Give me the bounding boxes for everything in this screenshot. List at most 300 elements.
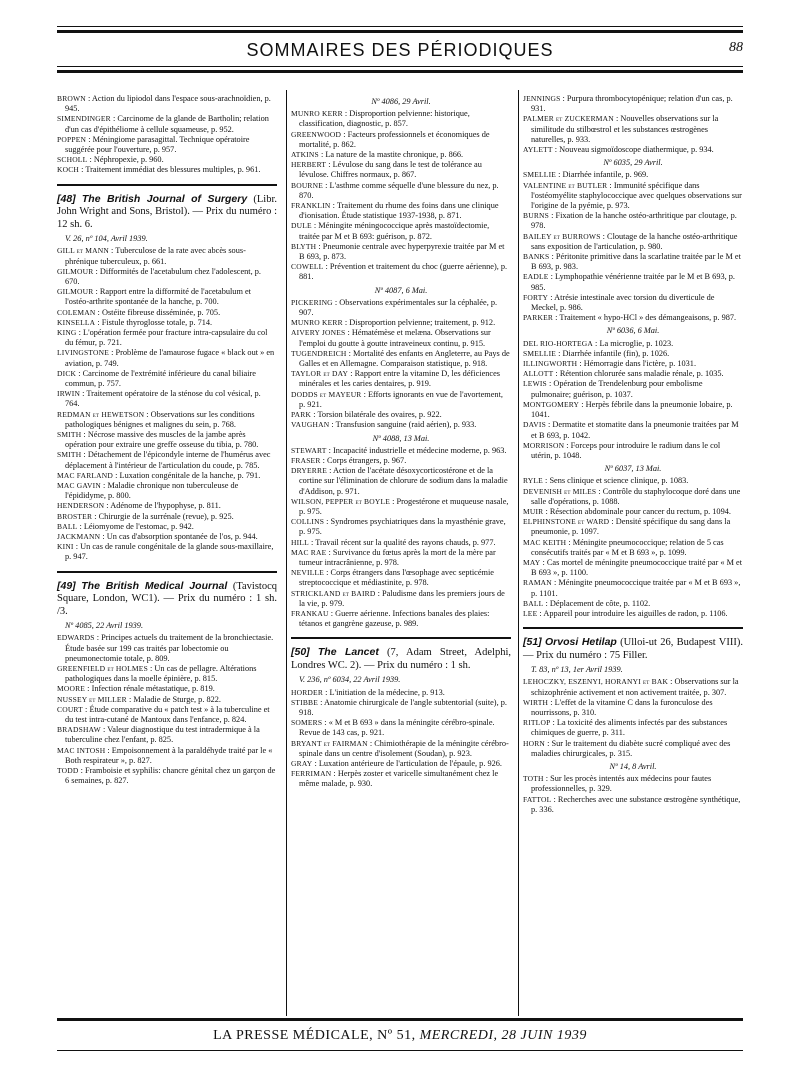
issue-heading: Nº 4086, 29 Avril.	[371, 97, 431, 106]
article-entry: POPPEN : Méningiome parasagittal. Technique opératoire suggérée pour l'ouverture, p. 957.	[57, 134, 250, 155]
article-author: ELPHINSTONE et WARD	[523, 517, 610, 527]
article-title: Déplacement de côte, p. 1102.	[549, 598, 651, 608]
article-author: SMELLIE	[523, 170, 557, 180]
article-author: LEE	[523, 608, 538, 618]
article-title: La microglie, p. 1023.	[599, 338, 674, 348]
article-title: Dermatite et stomatite dans la pneumonie traitées par M et B 693, p. 1042.	[531, 420, 739, 440]
article-author: KOCH	[57, 165, 80, 175]
article-title: Maladie chronique non tuberculeuse de l'épididyme, p. 800.	[65, 481, 239, 501]
journal-name: The Lancet	[317, 646, 379, 659]
article-title: Herpès zoster et varicelle simultanément chez le même malade, p. 930.	[299, 769, 499, 789]
article-title: Action de l'acétate désoxycorticostérone et de la cortine sur l'élimination de chlorure de sodium dans la maladie d'Addison, p. 971.	[299, 466, 508, 496]
article-title: Travail récent sur la qualité des rayons chauds, p. 977.	[315, 537, 496, 547]
article-author: NUSSEY et MILLER	[57, 694, 127, 704]
article-author: BLYTH	[291, 241, 317, 251]
article-title: Opération de Trendelenburg pour embolisme pulmonaire; guérison, p. 1037.	[531, 379, 703, 399]
article-entry: JACKMANN : Un cas d'absorption spontanée de l'os, p. 944.	[57, 532, 258, 542]
article-entry: ELPHINSTONE et WARD : Densité spécifique du sang dans la pneumonie, p. 1097.	[523, 517, 731, 537]
article-entry: GILMOUR : Rapport entre la difformité de l'acetabulum et l'ostéo-arthrite spontanée de la hanche, p. 700.	[57, 287, 251, 307]
article-author: TAYLOR et DAY	[291, 369, 349, 379]
article-entry: SMELLIE : Diarrhée infantile, p. 969.	[523, 170, 649, 180]
article-title: Lévulose du sang dans le test de tolérance au lévulose. Chiffres normaux, p. 867.	[299, 160, 482, 180]
article-author: HILL	[291, 537, 309, 547]
article-title: Néphropexie, p. 960.	[93, 155, 164, 165]
journal-number: [50]	[291, 646, 310, 659]
footer-rule-thick	[57, 1018, 743, 1021]
footer-date: MERCREDI, 28 JUIN 1939	[419, 1028, 587, 1043]
article-entry: FRASER : Corps étrangers, p. 967.	[291, 455, 407, 465]
article-title: Observations sur la schizophrénie activement et non activement traitée, p. 307.	[531, 677, 739, 697]
article-author: PARKER	[523, 313, 554, 323]
article-author: WILSON, PEPPER et BOYLE	[291, 496, 391, 506]
article-author: EADLE	[523, 272, 549, 282]
article-title: Nécrose massive des muscles de la jambe après opération pour extraire une greffe osseuse du tibia, p. 780.	[65, 429, 259, 450]
article-author: COWELL	[291, 262, 324, 272]
article-entry: MUNRO KERR : Disproportion pelvienne: historique, classification, diagnostic, p. 857.	[291, 109, 470, 129]
article-author: ALLOTT	[523, 369, 554, 379]
article-title: Un cas de ranule congénitale de la glande sous-maxillaire, p. 947.	[65, 542, 274, 562]
article-title: Paludisme dans les premiers jours de la vie, p. 979.	[299, 588, 505, 608]
article-title: « M et B 693 » dans la méningite cérébro-spinale. Revue de 143 cas, p. 921.	[299, 718, 495, 738]
article-title: Fistule thyroglosse totale, p. 714.	[101, 317, 213, 327]
article-title: Nouveau sigmoïdoscope diathermique, p. 934.	[559, 145, 714, 155]
article-entry: LEHOCZKY, ESZENYI, HORANYI et BAK : Observations sur la schizophrénie activement et non activement traitée, p. 307.	[523, 677, 739, 697]
article-title: Recherches avec une substance œstrogène synthétique, p. 336.	[531, 794, 741, 814]
article-entry: BALL : Déplacement de côte, p. 1102.	[523, 598, 651, 608]
article-title: Léiomyome de l'estomac, p. 942.	[83, 521, 194, 531]
issue-heading: Nº 4088, 13 Mai.	[372, 433, 430, 443]
article-entry: JENNINGS : Purpura thrombocytopénique; relation d'un cas, p. 931.	[523, 94, 733, 114]
issue-heading: Nº 6036, 6 Mai.	[606, 326, 660, 336]
article-title: Torsion bilatérale des ovaires, p. 922.	[317, 410, 442, 420]
article-title: Progestérone et muqueuse nasale, p. 975.	[299, 496, 509, 516]
article-author: BROSTER	[57, 511, 93, 521]
article-entry: LEE : Appareil pour introduire les aiguilles de radon, p. 1106.	[523, 608, 728, 618]
article-title: Pneumonie centrale avec hyperpyrexie traitée par M et B 693, p. 873.	[299, 241, 505, 262]
article-author: REDMAN et HEWETSON	[57, 409, 145, 419]
journal-heading	[523, 636, 743, 662]
article-author: DEL RIO-HORTEGA	[523, 338, 593, 348]
article-author: SIMENDINGER	[57, 114, 111, 124]
volume-heading: V. 236, nº 6034, 22 Avril 1939.	[299, 675, 401, 685]
article-entry: NEVILLE : Corps étrangers dans l'œsophage avec septicémie streptococcique et médiastinite, p. 978.	[291, 568, 494, 588]
article-title: Ostéite fibreuse disséminée, p. 705.	[101, 307, 221, 317]
article-title: Méningite méningococcique après mastoïdectomie, traitée par M et B 693: guérison, p. 872.	[299, 221, 490, 241]
article-author: SMITH	[57, 450, 82, 460]
article-title: Immunité spécifique dans l'ostéomyélite staphylococcique avec quelques observations sur l'origine de la pyémie, p. 973.	[531, 180, 742, 211]
article-title: Anatomie chirurgicale de l'angle subtentorial (suite), p. 918.	[299, 697, 507, 717]
article-title: Carcinome de la glande de Bartholin; relation d'un cas d'épithéliome à cellule squameuse, p. 952.	[65, 114, 269, 134]
article-entry: DEL RIO-HORTEGA : La microglie, p. 1023.	[523, 338, 674, 348]
article-author: BRADSHAW	[57, 725, 101, 735]
article-author: TUGENDREICH	[291, 348, 347, 358]
article-author: KINI	[57, 542, 74, 552]
article-entry: SMITH : Détachement de l'épicondyle interne de l'humérus avec déplacement à l'intérieur de l'articulation du coude, p. 785.	[57, 450, 271, 470]
article-entry: BRADSHAW : Valeur diagnostique du test intradermique à la tuberculine chez l'enfant, p. 825.	[57, 725, 260, 745]
article-entry: HERBERT : Lévulose du sang dans le test de tolérance au lévulose. Chiffres normaux, p. 867.	[291, 160, 482, 180]
page-number: 88	[729, 40, 743, 55]
article-author: MONTGOMERY	[523, 399, 580, 409]
article-entry: AIVERY JONES : Hématémèse et melæna. Observations sur l'emploi du goutte à goutte intraveineux continu, p. 915.	[291, 328, 491, 348]
article-author: COLEMAN	[57, 307, 96, 317]
article-entry: DAVIS : Dermatite et stomatite dans la pneumonie traitées par M et B 693, p. 1042.	[523, 420, 739, 440]
article-entry: RYLE : Sens clinique et science clinique, p. 1083.	[523, 476, 689, 486]
article-title: Traitement opératoire de la sténose du col vésical, p. 764.	[65, 389, 261, 409]
article-author: GILL et MANN	[57, 246, 109, 256]
article-title: Rapport entre la vitamine D, les déficiences minérales et les caries dentaires, p. 919.	[299, 369, 500, 389]
footer-rule-thin	[57, 1050, 743, 1051]
journal-name: The British Journal of Surgery	[81, 192, 248, 205]
article-entry: MAC GAVIN : Maladie chronique non tuberculeuse de l'épididyme, p. 800.	[57, 481, 239, 501]
article-entry: FORTY : Atrésie intestinale avec torsion du diverticule de Meckel, p. 986.	[523, 292, 715, 313]
article-title: Corps étrangers, p. 967.	[327, 455, 407, 465]
article-author: HERBERT	[291, 160, 327, 170]
article-title: Traitement immédiat des blessures multiples, p. 961.	[85, 165, 261, 175]
article-entry: PARKER : Traitement « hypo-HCl » des démangeaisons, p. 987.	[523, 313, 737, 323]
article-entry: PALMER et ZUCKERMAN : Nouvelles observations sur la similitude du stilbœstrol et les substances œstrogènes naturelles, p. 933.	[523, 114, 719, 144]
article-title: Rétention chlorurée sans maladie rénale, p. 1035.	[559, 369, 724, 379]
article-entry: SIMENDINGER : Carcinome de la glande de Bartholin; relation d'un cas d'épithéliome à cellule squameuse, p. 952.	[57, 114, 269, 134]
article-title: L'effet de la vitamine C dans la furonculose des nourrissons, p. 310.	[531, 697, 713, 717]
header-rule-thick	[57, 70, 743, 73]
journal-number: [48]	[57, 192, 76, 205]
article-entry: HENDERSON : Adénome de l'hypophyse, p. 811.	[57, 501, 221, 511]
journal-details: (7, Adam Street, Adelphi, Londres WC. 2). — Prix du numéro : 1 sh.	[291, 647, 512, 671]
article-entry: TUGENDREICH : Mortalité des enfants en Angleterre, au Pays de Galles et en Allemagne. Comparaison statistique, p. 918.	[291, 348, 510, 369]
article-author: MAC RAE	[291, 547, 327, 557]
article-entry: MOORE : Infection rénale métastatique, p. 819.	[57, 684, 215, 694]
article-title: Lymphopathie vénérienne traitée par le M et B 693, p. 985.	[531, 272, 735, 292]
article-title: Efforts ignorants en vue de l'avortement, p. 921.	[299, 389, 503, 409]
header-rule-thin	[57, 66, 743, 67]
column-divider-1	[286, 90, 287, 1016]
article-entry: SMITH : Nécrose massive des muscles de la jambe après opération pour extraire une greffe osseuse du tibia, p. 780.	[57, 429, 259, 450]
volume-heading: T. 83, nº 13, 1er Avril 1939.	[531, 665, 623, 675]
article-entry: KOCH : Traitement immédiat des blessures multiples, p. 961.	[57, 165, 261, 175]
article-author: VALENTINE et BUTLER	[523, 180, 608, 190]
issue-heading: Nº 14, 8 Avril.	[609, 761, 657, 771]
article-author: FRASER	[291, 455, 321, 465]
article-entry: MAC RAE : Survivance du fœtus après la mort de la mère par tumeur intracrânienne, p. 978.	[291, 547, 496, 567]
article-author: MOORE	[57, 684, 86, 694]
article-author: RITLOP	[523, 718, 551, 728]
article-author: BOURNE	[291, 180, 324, 190]
article-author: MAC GAVIN	[57, 481, 101, 490]
article-entry: STEWART : Incapacité industrielle et médecine moderne, p. 963.	[291, 445, 507, 455]
journal-number: [51]	[523, 636, 542, 649]
article-author: BURNS	[523, 211, 550, 221]
column-3	[523, 94, 743, 815]
article-author: DICK	[57, 368, 77, 378]
article-title: Adénome de l'hypophyse, p. 811.	[110, 501, 221, 511]
article-entry: WIRTH : L'effet de la vitamine C dans la furonculose des nourrissons, p. 310.	[523, 697, 713, 717]
article-entry: GREENFIELD et HOLMES : Un cas de pellagre. Altérations pathologiques dans la moelle épinière, p. 815.	[57, 663, 257, 684]
article-author: BAILEY et BURROWS	[523, 231, 601, 241]
article-entry: COLLINS : Syndromes psychiatriques dans la myasthénie grave, p. 975.	[291, 517, 506, 537]
article-title: Chimiothérapie de la méningite cérébro-spinale dans un centre d'isolement (Soudan), p. 923.	[299, 738, 509, 758]
article-title: Traitement « hypo-HCl » des démangeaisons, p. 987.	[559, 313, 737, 323]
article-title: Détachement de l'épicondyle interne de l'humérus avec déplacement à l'intérieur de l'articulation du coude, p. 785.	[65, 450, 271, 470]
article-author: KING	[57, 327, 77, 337]
article-entry: SOMERS : « M et B 693 » dans la méningite cérébro-spinale. Revue de 143 cas, p. 921.	[291, 718, 495, 738]
volume-heading: Nº 4085, 22 Avril 1939.	[65, 621, 144, 631]
article-author: MUNRO KERR	[291, 109, 343, 119]
article-author: LEWIS	[523, 379, 547, 389]
article-author: GRAY	[291, 758, 313, 768]
article-title: Observations sur les conditions pathologiques bénignes et malignes du sein, p. 768.	[65, 409, 255, 429]
article-author: DULE	[291, 221, 312, 231]
article-title: Syndromes psychiatriques dans la myasthénie grave, p. 975.	[299, 517, 506, 537]
article-title: Densité spécifique du sang dans la pneumonie, p. 1097.	[531, 517, 731, 537]
article-title: La toxicité des aliments infectés par des substances chimiques de guerre, p. 311.	[531, 718, 728, 738]
article-author: STRICKLAND et BAIRD	[291, 588, 376, 598]
article-author: FRANKAU	[291, 608, 329, 618]
article-entry: COURT : Étude comparative du « patch test » à la tuberculine et du test intra-cutané de Mantoux dans l'enfance, p. 824.	[57, 704, 270, 724]
article-title: Disproportion pelvienne: historique, classification, diagnostic, p. 857.	[299, 109, 470, 129]
article-author: MAC KEITH	[523, 537, 567, 547]
article-title: Principes actuels du traitement de la bronchiectasie. Étude basée sur 199 cas traités par lobectomie ou pneumonectomie totale, p. 809.	[65, 633, 274, 663]
article-title: Herpès fébrile dans la pneumonie lobaire, p. 1041.	[531, 399, 733, 420]
article-entry: HILL : Travail récent sur la qualité des rayons chauds, p. 977.	[291, 537, 496, 547]
article-entry: DRYERRE : Action de l'acétate désoxycorticostérone et de la cortine sur l'élimination de chlorure de sodium dans la maladie d'Addison, p. 971.	[291, 466, 508, 496]
article-author: PICKERING	[291, 297, 333, 307]
article-title: Fixation de la hanche ostéo-arthritique par cloutage, p. 978.	[531, 211, 737, 231]
article-author: SOMERS	[291, 718, 323, 728]
article-title: Transfusion sanguine (raid aérien), p. 933.	[335, 420, 477, 430]
article-author: ILLINGWORTH	[523, 359, 578, 369]
article-title: Appareil pour introduire les aiguilles de radon, p. 1106.	[543, 608, 728, 618]
article-author: JACKMANN	[57, 532, 101, 542]
article-entry: KINSELLA : Fistule thyroglosse totale, p. 714.	[57, 317, 213, 327]
article-title: Empoisonnement à la paraldéhyde traité par le « Both respirateur », p. 827.	[65, 745, 273, 765]
article-author: FATTOL	[523, 794, 552, 804]
article-entry: TOTH : Sur les procès intentés aux médecins pour fautes professionnelles, p. 329.	[523, 774, 712, 794]
article-title: Valeur diagnostique du test intradermique à la tuberculine chez l'enfant, p. 825.	[65, 725, 260, 745]
article-author: JENNINGS	[523, 94, 561, 103]
article-title: Un cas de pellagre. Altérations pathologiques dans la moelle épinière, p. 815.	[65, 663, 257, 684]
article-title: Observations expérimentales sur la céphalée, p. 907.	[299, 297, 498, 318]
article-author: DAVIS	[523, 420, 546, 430]
article-entry: FATTOL : Recherches avec une substance œstrogène synthétique, p. 336.	[523, 794, 741, 814]
article-title: Maladie de Sturge, p. 822.	[133, 694, 221, 704]
article-entry: BURNS : Fixation de la hanche ostéo-arthritique par cloutage, p. 978.	[523, 211, 737, 231]
article-title: Action du lipiodol dans l'espace sous-arachnoïdien, p. 945.	[65, 94, 271, 114]
article-author: COLLINS	[291, 517, 325, 527]
article-entry: COLEMAN : Ostéite fibreuse disséminée, p. 705.	[57, 307, 221, 317]
article-entry: ATKINS : La nature de la mastite chronique, p. 866.	[291, 150, 464, 160]
article-author: COURT	[57, 704, 83, 714]
article-entry: MUNRO KERR : Disproportion pelvienne; traitement, p. 912.	[291, 318, 496, 328]
article-title: Luxation antérieure de l'articulation de l'épaule, p. 926.	[318, 758, 502, 768]
article-author: MAC FARLAND	[57, 470, 114, 480]
article-title: Infection rénale métastatique, p. 819.	[91, 684, 215, 694]
article-entry: IRWIN : Traitement opératoire de la sténose du col vésical, p. 764.	[57, 389, 261, 409]
article-title: Péritonite primitive dans la scarlatine traitée par le M et B 693, p. 983.	[531, 252, 741, 272]
article-title: Un cas d'absorption spontanée de l'os, p. 944.	[106, 532, 258, 542]
article-title: Purpura thrombocytopénique; relation d'un cas, p. 931.	[531, 94, 733, 114]
article-author: STIBBE	[291, 697, 319, 707]
article-entry: VAUGHAN : Transfusion sanguine (raid aérien), p. 933.	[291, 420, 477, 430]
journal-heading	[57, 193, 277, 232]
article-entry: BROSTER : Chirurgie de la surrénale (revue), p. 925.	[57, 511, 234, 521]
article-entry: KING : L'opération fermée pour fracture intra-capsulaire du col du fémur, p. 721.	[57, 327, 268, 348]
journal-number: [49]	[57, 579, 76, 592]
journal-name: The British Medical Journal	[81, 579, 228, 592]
article-author: FRANKLIN	[291, 201, 331, 211]
volume-heading: V. 26, nº 104, Avril 1939.	[65, 234, 148, 244]
issue-heading: Nº 4087, 6 Mai.	[374, 285, 428, 295]
article-entry: KINI : Un cas de ranule congénitale de la glande sous-maxillaire, p. 947.	[57, 542, 274, 562]
article-entry: DEVENISH et MILES : Contrôle du staphylocoque doré dans une salle d'opérations, p. 1088.	[523, 486, 741, 506]
article-author: MUNRO KERR	[291, 318, 343, 328]
article-author: BALL	[523, 598, 544, 608]
article-author: MORRISON	[523, 440, 565, 450]
article-author: FORTY	[523, 292, 549, 302]
article-author: IRWIN	[57, 389, 81, 399]
article-entry: COWELL : Prévention et traitement du choc (guerre aérienne), p. 881.	[291, 262, 508, 282]
article-entry: AYLETT : Nouveau sigmoïdoscope diathermique, p. 934.	[523, 145, 714, 155]
article-author: HORN	[523, 738, 546, 748]
page-title: SOMMAIRES DES PÉRIODIQUES	[246, 40, 554, 60]
article-author: HENDERSON	[57, 501, 105, 511]
section-separator	[57, 184, 277, 186]
article-author: ATKINS	[291, 150, 319, 160]
article-author: AIVERY JONES	[291, 328, 346, 338]
article-author: WIRTH	[523, 697, 549, 707]
article-entry: REDMAN et HEWETSON : Observations sur les conditions pathologiques bénignes et malignes du sein, p. 768.	[57, 409, 255, 429]
issue-heading: Nº 6035, 29 Avril.	[603, 158, 663, 168]
article-author: LEHOCZKY, ESZENYI, HORANYI et BAK	[523, 677, 669, 687]
article-entry: EDWARDS : Principes actuels du traitement de la bronchiectasie. Étude basée sur 199 cas traités par lobectomie ou pneumonectomie totale, p. 809.	[57, 633, 274, 663]
article-author: VAUGHAN	[291, 420, 330, 430]
journal-heading	[57, 580, 277, 619]
article-title: Hématémèse et melæna. Observations sur l'emploi du goutte à goutte intraveineux continu, p. 915.	[299, 328, 491, 348]
article-author: GREENFIELD et HOLMES	[57, 663, 148, 673]
article-title: L'opération fermée pour fracture intra-capsulaire du col du fémur, p. 721.	[65, 327, 268, 348]
article-entry: MAC FARLAND : Luxation congénitale de la hanche, p. 791.	[57, 470, 261, 480]
article-entry: MORRISON : Forceps pour introduire le radium dans le col utérin, p. 1048.	[523, 440, 721, 460]
article-author: BROWN	[57, 94, 86, 103]
article-entry: HORN : Sur le traitement du diabète sucré compliqué avec des maladies chirurgicales, p. 315.	[523, 738, 731, 758]
article-entry: GILL et MANN : Tuberculose de la rate avec abcès sous-phrénique tuberculeux, p. 661.	[57, 246, 246, 266]
article-author: GREENWOOD	[291, 129, 342, 139]
article-entry: EADLE : Lymphopathie vénérienne traitée par le M et B 693, p. 985.	[523, 272, 735, 292]
article-title: L'asthme comme séquelle d'une blessure du nez, p. 870.	[299, 180, 499, 200]
journal-heading	[291, 646, 511, 672]
article-title: Framboisie et syphilis: chancre génital chez un garçon de 6 semaines, p. 827.	[65, 765, 276, 786]
article-author: TODD	[57, 765, 79, 775]
column-1	[57, 94, 277, 786]
article-entry: SMELLIE : Diarrhée infantile (fin), p. 1026.	[523, 348, 670, 358]
article-author: SCHOLL	[57, 155, 88, 165]
article-entry: FERRIMAN : Herpès zoster et varicelle simultanément chez le même malade, p. 930.	[291, 769, 499, 789]
article-author: KINSELLA	[57, 317, 96, 327]
article-title: Étude comparative du « patch test » à la tuberculine et du test intra-cutané de Mantoux dans l'enfance, p. 824.	[65, 704, 270, 724]
article-title: Facteurs professionnels et économiques de mortalité, p. 862.	[299, 129, 490, 149]
article-author: DEVENISH et MILES	[523, 486, 597, 496]
article-title: Forceps pour introduire le radium dans le col utérin, p. 1048.	[531, 440, 721, 460]
article-entry: MUIR : Résection abdominale pour cancer du rectum, p. 1094.	[523, 506, 731, 516]
article-entry: BAILEY et BURROWS : Cloutage de la hanche ostéo-arthritique sans exposition de l'articulation, p. 980.	[523, 231, 738, 251]
article-entry: GILMOUR : Difformités de l'acetabulum chez l'adolescent, p. 670.	[57, 266, 261, 286]
article-entry: HORDER : L'initiation de la médecine, p. 913.	[291, 687, 445, 697]
article-entry: SCHOLL : Néphropexie, p. 960.	[57, 155, 164, 165]
article-title: Mortalité des enfants en Angleterre, au Pays de Galles et en Allemagne. Comparaison statistique, p. 918.	[299, 348, 510, 369]
article-author: DODDS et MAYEUR	[291, 389, 362, 399]
article-author: PALMER et ZUCKERMAN	[523, 114, 614, 124]
article-entry: MAC INTOSH : Empoisonnement à la paraldéhyde traité par le « Both respirateur », p. 827.	[57, 745, 273, 765]
article-entry: LEWIS : Opération de Trendelenburg pour embolisme pulmonaire; guérison, p. 1037.	[523, 379, 703, 399]
article-title: Incapacité industrielle et médecine moderne, p. 963.	[333, 445, 507, 455]
article-title: Carcinome de l'extrémité inférieure du canal biliaire commun, p. 757.	[65, 368, 256, 388]
article-entry: DODDS et MAYEUR : Efforts ignorants en vue de l'avortement, p. 921.	[291, 389, 503, 409]
article-title: Sur le traitement du diabète sucré compliqué avec des maladies chirurgicales, p. 315.	[531, 738, 731, 758]
article-title: Problème de l'amaurose fugace « black out » en aviation, p. 749.	[65, 348, 275, 368]
article-entry: GREENWOOD : Facteurs professionnels et économiques de mortalité, p. 862.	[291, 129, 490, 149]
article-title: Guerre aérienne. Infections banales des plaies: tétanos et gangrène gazeuse, p. 989.	[299, 608, 490, 629]
article-title: Difformités de l'acetabulum chez l'adolescent, p. 670.	[65, 266, 261, 286]
article-title: Hémorragie dans l'ictère, p. 1031.	[583, 359, 697, 369]
article-entry: FRANKLIN : Traitement du rhume des foins dans une clinique d'ionisation. Étude statistique 1937-1938, p. 871.	[291, 201, 499, 221]
footer-publication: LA PRESSE MÉDICALE, Nº 51,	[213, 1028, 416, 1043]
article-title: La nature de la mastite chronique, p. 866.	[325, 150, 464, 160]
article-entry: BALL : Léiomyome de l'estomac, p. 942.	[57, 521, 194, 531]
article-author: RYLE	[523, 476, 543, 486]
article-entry: DULE : Méningite méningococcique après mastoïdectomie, traitée par M et B 693: guérison, p. 872.	[291, 221, 490, 241]
article-entry: NUSSEY et MILLER : Maladie de Sturge, p. 822.	[57, 694, 221, 704]
article-author: GILMOUR	[57, 287, 94, 297]
section-separator	[523, 627, 743, 629]
article-entry: RAMAN : Méningite pneumococcique traitée par « M et B 693 », p. 1101.	[523, 578, 741, 598]
article-author: BALL	[57, 521, 78, 531]
article-author: EDWARDS	[57, 633, 95, 643]
article-entry: LIVINGSTONE : Problème de l'amaurose fugace « black out » en aviation, p. 749.	[57, 348, 275, 368]
article-title: Cloutage de la hanche ostéo-arthritique sans exposition de l'articulation, p. 980.	[531, 231, 738, 251]
article-author: RAMAN	[523, 578, 552, 588]
article-title: Nouvelles observations sur la similitude du stilbœstrol et les substances œstrogènes naturelles, p. 933.	[531, 114, 719, 144]
article-author: NEVILLE	[291, 568, 325, 578]
article-title: Sur les procès intentés aux médecins pour fautes professionnelles, p. 329.	[531, 774, 712, 794]
section-separator	[57, 571, 277, 573]
article-entry: DICK : Carcinome de l'extrémité inférieure du canal biliaire commun, p. 757.	[57, 368, 256, 388]
article-author: DRYERRE	[291, 466, 327, 476]
article-author: SMELLIE	[523, 348, 557, 358]
article-author: BRYANT et FAIRMAN	[291, 738, 368, 748]
article-entry: PARK : Torsion bilatérale des ovaires, p. 922.	[291, 410, 442, 420]
section-separator	[291, 637, 511, 639]
article-entry: ALLOTT : Rétention chlorurée sans maladie rénale, p. 1035.	[523, 369, 724, 379]
article-author: HORDER	[291, 687, 324, 697]
journal-name: Orvosi Hetilap	[544, 636, 617, 649]
article-author: BANKS	[523, 252, 550, 262]
article-entry: MAC KEITH : Méningite pneumococcique; relation de 5 cas consécutifs traités par « M et B 693 », p. 1099.	[523, 537, 724, 557]
article-author: FERRIMAN	[291, 769, 332, 779]
article-author: AYLETT	[523, 145, 553, 155]
article-entry: FRANKAU : Guerre aérienne. Infections banales des plaies: tétanos et gangrène gazeuse, p. 989.	[291, 608, 490, 629]
journal-details: (Libr. John Wright and Sons, Bristol). — Prix du numéro : 12 sh. 6.	[57, 193, 278, 230]
article-entry: BLYTH : Pneumonie centrale avec hyperpyrexie traitée par M et B 693, p. 873.	[291, 241, 505, 262]
article-title: Disproportion pelvienne; traitement, p. 912.	[349, 318, 496, 328]
article-author: STEWART	[291, 445, 327, 455]
article-author: POPPEN	[57, 134, 87, 144]
column-divider-2	[518, 90, 519, 1016]
article-title: Luxation congénitale de la hanche, p. 791.	[119, 470, 261, 480]
article-title: Tuberculose de la rate avec abcès sous-phrénique tuberculeux, p. 661.	[65, 246, 246, 266]
article-title: Sens clinique et science clinique, p. 1083.	[549, 476, 689, 486]
article-title: Résection abdominale pour cancer du rectum, p. 1094.	[549, 506, 731, 516]
article-title: Cas mortel de méningite pneumococcique traité par « M et B 693 », p. 1100.	[531, 557, 743, 578]
article-entry: BRYANT et FAIRMAN : Chimiothérapie de la méningite cérébro-spinale dans un centre d'isolement (Soudan), p. 923.	[291, 738, 509, 758]
